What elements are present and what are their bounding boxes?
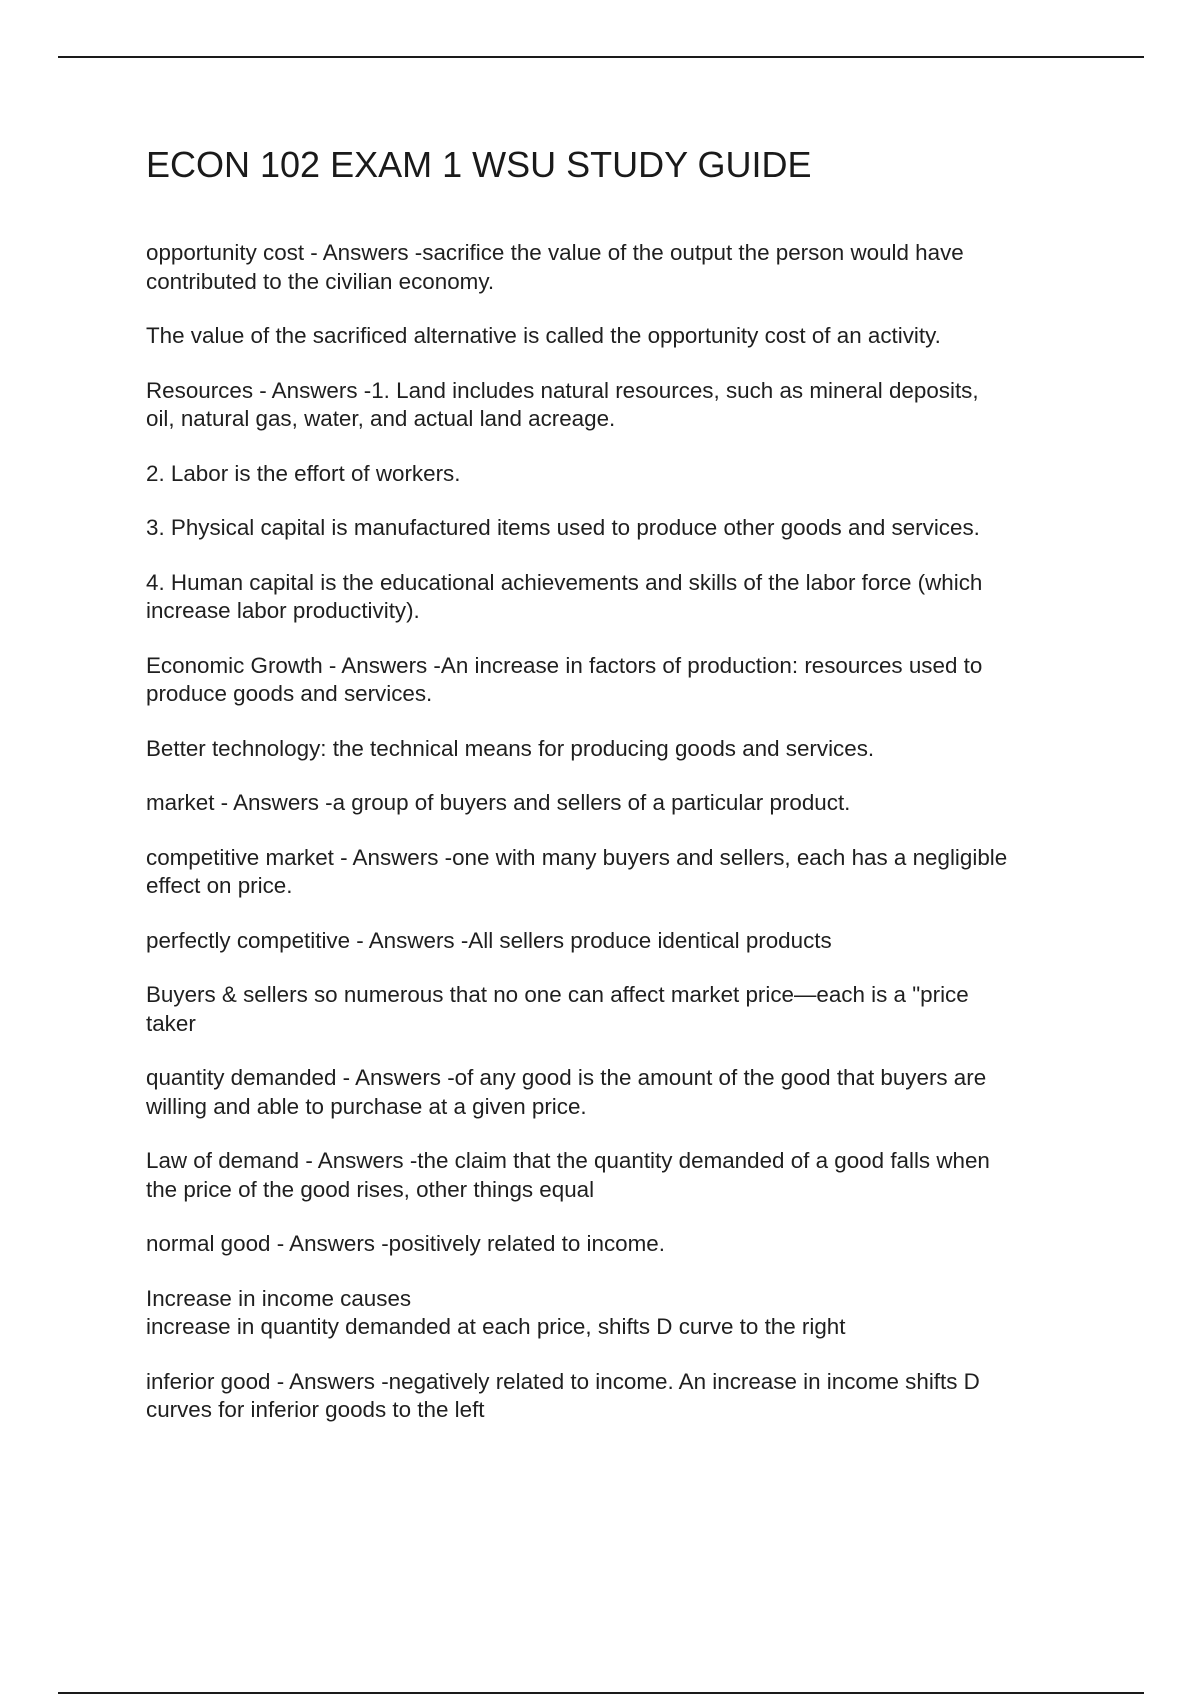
paragraph-perfectly-competitive: perfectly competitive - Answers -All sellers produce identical products bbox=[146, 927, 832, 953]
paragraph-competitive-market: competitive market - Answers -one with many buyers and sellers, each has a negligible effect on price. bbox=[146, 844, 1008, 898]
paragraph-better-technology: Better technology: the technical means for producing goods and services. bbox=[146, 735, 875, 761]
paragraph-market: market - Answers -a group of buyers and sellers of a particular product. bbox=[146, 790, 851, 815]
document-content bbox=[146, 142, 1096, 1451]
top-rule bbox=[58, 56, 1144, 58]
paragraph-economic-growth: Economic Growth - Answers -An increase in factors of production: resources used to produce goods and services. bbox=[146, 652, 983, 706]
paragraph-sacrificed-alternative: The value of the sacrificed alternative is called the opportunity cost of an activity. bbox=[146, 323, 941, 348]
paragraph-inferior-good: inferior good - Answers -negatively related to income. An increase in income shifts D curves for inferior goods to the left bbox=[146, 1368, 980, 1422]
paragraph-income-increase: Increase in income causes increase in quantity demanded at each price, shifts D curve to the right bbox=[146, 1285, 846, 1339]
paragraph-resources-land: Resources - Answers -1. Land includes natural resources, such as mineral deposits, oil, natural gas, water, and actual land acreage. bbox=[146, 377, 979, 431]
paragraph-price-taker: Buyers & sellers so numerous that no one can affect market price—each is a "price taker bbox=[146, 982, 969, 1036]
paragraph-resources-labor: 2. Labor is the effort of workers. bbox=[146, 460, 461, 486]
paragraph-quantity-demanded: quantity demanded - Answers -of any good is the amount of the good that buyers are willing and able to purchase at a given price. bbox=[146, 1065, 987, 1119]
bottom-rule bbox=[58, 1692, 1144, 1694]
paragraph-resources-physical-capital: 3. Physical capital is manufactured items used to produce other goods and services. bbox=[146, 515, 980, 540]
paragraph-normal-good: normal good - Answers -positively related to income. bbox=[146, 1231, 665, 1256]
document-title: ECON 102 EXAM 1 WSU STUDY GUIDE bbox=[146, 144, 812, 185]
paragraph-resources-human-capital: 4. Human capital is the educational achievements and skills of the labor force (which increase labor productivity). bbox=[146, 569, 983, 623]
paragraph-opportunity-cost: opportunity cost - Answers -sacrifice the value of the output the person would have contributed to the civilian economy. bbox=[146, 240, 964, 294]
paragraph-law-of-demand: Law of demand - Answers -the claim that the quantity demanded of a good falls when the price of the good rises, other things equal bbox=[146, 1148, 990, 1202]
